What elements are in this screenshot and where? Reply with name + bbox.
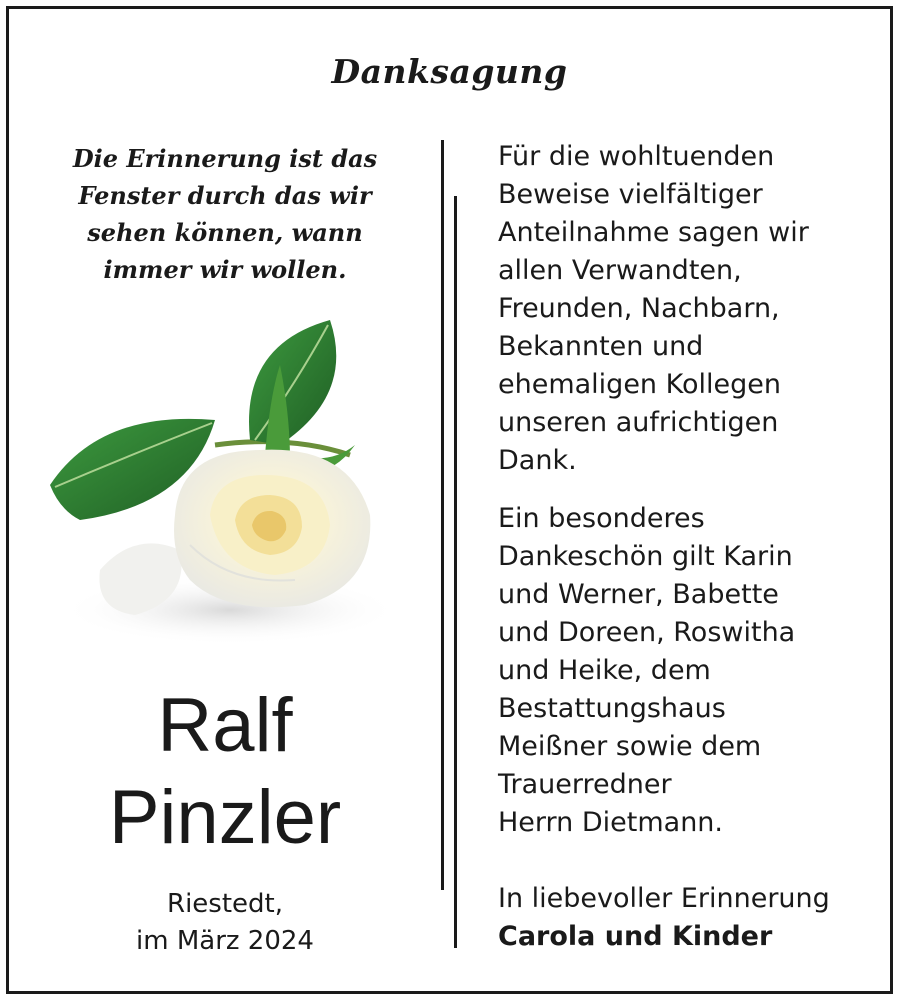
quote-line: Die Erinnerung ist das bbox=[72, 144, 378, 173]
column-divider bbox=[441, 140, 444, 890]
place-date bbox=[30, 886, 420, 960]
memorial-quote bbox=[30, 140, 420, 288]
thanks-paragraph-1 bbox=[498, 138, 878, 480]
text-line: und Doreen, Roswitha bbox=[498, 617, 796, 648]
deceased-first-name: Ralf bbox=[157, 683, 293, 768]
notice-heading: Danksagung bbox=[331, 52, 568, 91]
white-rose-icon bbox=[40, 315, 410, 655]
thanks-paragraph-2 bbox=[498, 500, 878, 842]
closing-block bbox=[498, 880, 878, 956]
quote-line: sehen können, wann bbox=[87, 218, 363, 247]
date-line: im März 2024 bbox=[136, 926, 314, 956]
place-line: Riestedt, bbox=[167, 889, 283, 919]
text-line: allen Verwandten, bbox=[498, 255, 742, 286]
text-line: Trauerredner bbox=[498, 769, 672, 800]
text-line: Freunden, Nachbarn, bbox=[498, 293, 780, 324]
text-line: Meißner sowie dem bbox=[498, 731, 762, 762]
text-line: Anteilnahme sagen wir bbox=[498, 217, 809, 248]
quote-line: immer wir wollen. bbox=[103, 255, 347, 284]
text-line: Dank. bbox=[498, 445, 577, 476]
text-line: Herrn Dietmann. bbox=[498, 807, 724, 838]
text-line: Ein besonderes bbox=[498, 503, 705, 534]
column-divider-offset bbox=[454, 196, 457, 948]
text-line: Dankeschön gilt Karin bbox=[498, 541, 793, 572]
closing-line: In liebevoller Erinnerung bbox=[498, 883, 830, 914]
text-line: Bekannten und bbox=[498, 331, 704, 362]
text-line: unseren aufrichtigen bbox=[498, 407, 779, 438]
text-line: Beweise vielfältiger bbox=[498, 179, 763, 210]
text-line: ehemaligen Kollegen bbox=[498, 369, 781, 400]
text-line: und Werner, Babette bbox=[498, 579, 779, 610]
signature: Carola und Kinder bbox=[498, 921, 773, 952]
text-line: und Heike, dem bbox=[498, 655, 711, 686]
quote-line: Fenster durch das wir bbox=[78, 181, 372, 210]
text-line: Für die wohltuenden bbox=[498, 141, 775, 172]
text-line: Bestattungshaus bbox=[498, 693, 726, 724]
deceased-last-name: Pinzler bbox=[108, 775, 342, 860]
